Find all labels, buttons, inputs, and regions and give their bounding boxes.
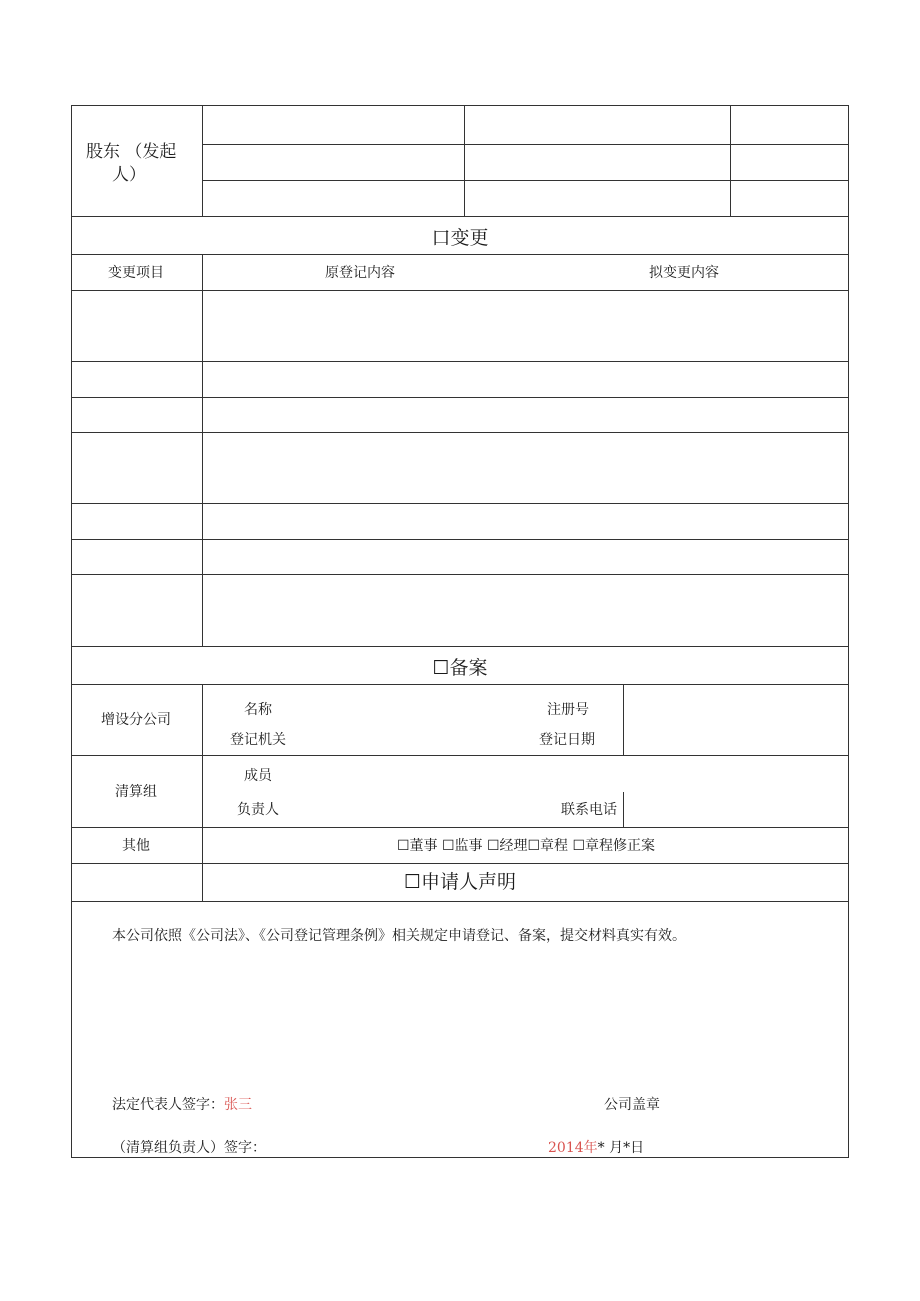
row-divider xyxy=(71,503,849,504)
legal-rep-signature-label xyxy=(112,1097,252,1113)
column-divider xyxy=(623,684,624,755)
registration-form-table xyxy=(71,105,849,1158)
column-divider xyxy=(202,254,203,646)
row-divider xyxy=(71,216,849,217)
shareholder-label-cont: 人） xyxy=(112,165,146,185)
col-header-proposed-content: 拟变更内容 xyxy=(649,265,719,281)
row-divider xyxy=(71,432,849,433)
liquidation-phone-label: 联系电话 xyxy=(561,802,617,818)
date-year: 2014年 xyxy=(548,1140,598,1156)
row-divider xyxy=(71,684,849,685)
liquidation-label: 清算组 xyxy=(115,784,157,800)
row-divider xyxy=(71,290,849,291)
row-divider xyxy=(71,827,849,828)
column-divider xyxy=(464,105,465,216)
row-divider xyxy=(71,361,849,362)
column-divider xyxy=(202,684,203,901)
row-divider xyxy=(71,863,849,864)
filing-section-heading: ☐备案 xyxy=(432,657,488,679)
branch-label: 增设分公司 xyxy=(101,712,171,728)
legal-rep-name: 张三 xyxy=(224,1097,252,1113)
change-section-heading: 口变更 xyxy=(431,227,489,249)
column-divider xyxy=(730,105,731,216)
row-divider xyxy=(71,254,849,255)
row-divider xyxy=(202,180,849,181)
column-divider xyxy=(202,105,203,216)
row-divider xyxy=(71,397,849,398)
declaration-section-heading: ☐申请人声明 xyxy=(403,871,517,893)
branch-name-label: 名称 xyxy=(244,702,272,718)
declaration-date xyxy=(548,1140,644,1156)
row-divider xyxy=(71,646,849,647)
branch-reg-no-label: 注册号 xyxy=(547,702,589,718)
date-month-day: * 月*日 xyxy=(597,1140,645,1156)
col-header-change-item: 变更项目 xyxy=(108,265,164,281)
row-divider xyxy=(71,574,849,575)
liquidation-members-label: 成员 xyxy=(244,768,272,784)
shareholder-label: 股东 （发起 xyxy=(86,142,177,162)
row-divider xyxy=(71,539,849,540)
row-divider xyxy=(71,901,849,902)
column-divider xyxy=(623,792,624,827)
legal-rep-label: 法定代表人签字： xyxy=(112,1097,224,1113)
row-divider xyxy=(71,755,849,756)
liquidation-leader-label: 负责人 xyxy=(237,802,279,818)
liquidation-leader-signature-label: （清算组负责人）签字： xyxy=(112,1140,266,1156)
other-label: 其他 xyxy=(122,838,150,854)
declaration-text: 本公司依照《公司法》、《公司登记管理条例》相关规定申请登记、备案，提交材料真实有效。 xyxy=(112,928,686,944)
other-options-checkboxes[interactable]: ☐董事 ☐监事 ☐经理☐章程 ☐章程修正案 xyxy=(396,838,656,854)
branch-reg-date-label: 登记日期 xyxy=(539,732,595,748)
company-seal-label: 公司盖章 xyxy=(604,1097,660,1113)
branch-authority-label: 登记机关 xyxy=(230,732,286,748)
row-divider xyxy=(202,144,849,145)
col-header-original-content: 原登记内容 xyxy=(325,265,395,281)
